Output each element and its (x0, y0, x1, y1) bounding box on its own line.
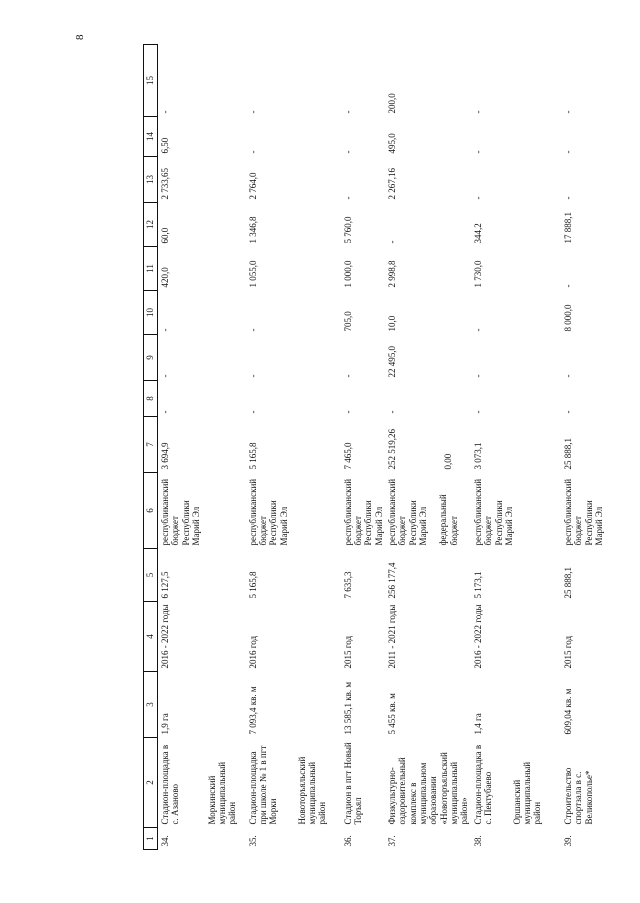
funding-source-cell: республиканский бюджет Республики Марий Эл (247, 478, 289, 546)
value-cell: - (562, 374, 573, 378)
column-number: 5 (144, 549, 158, 602)
row-number: 37. (386, 835, 397, 847)
table-row (246, 45, 341, 850)
value-cell: - (472, 410, 483, 414)
value-cell: 6,50 (160, 137, 170, 154)
total-cost-cell: 5 165,8 (247, 571, 258, 599)
value-cell: 17 888,1 (562, 212, 573, 244)
column-number: 2 (144, 738, 158, 828)
total-cost-cell: 5 173,1 (472, 571, 483, 599)
amount-cell (385, 417, 471, 473)
value-cell: - (247, 328, 258, 332)
page-number: 8 (74, 34, 86, 40)
column-number: 13 (144, 157, 158, 203)
column-number: 1 (144, 828, 158, 850)
value-cell: - (386, 240, 397, 244)
value-cell: - (342, 110, 353, 114)
object-cell (471, 738, 561, 828)
period-cell: 2015 год (562, 635, 573, 669)
value-cell: - (562, 196, 573, 200)
value-cell: - (562, 150, 573, 154)
funding-source-cell: республиканский бюджет Республики Марий Эл (472, 478, 514, 546)
object-name: Стадион-площадка в с. Азаново (160, 744, 181, 825)
value-cell: - (472, 110, 483, 114)
value-cell: - (160, 110, 170, 114)
value-cell: - (342, 374, 353, 378)
column-number: 6 (144, 473, 158, 549)
funding-source-federal: федеральный бюджет (438, 494, 459, 546)
value-cell: 5 760,0 (342, 216, 353, 244)
value-cell: 1 730,0 (472, 260, 483, 288)
funding-source-cell: республиканский бюджет Республики Марий Эл (562, 478, 604, 546)
total-cost-cell: 25 888,1 (562, 567, 573, 599)
total-cost-cell: 256 177,4 (386, 562, 397, 599)
column-number: 12 (144, 203, 158, 247)
value-cell: 2 733,65 (160, 168, 170, 200)
value-cell: - (342, 150, 353, 154)
amount-regional: 252 519,26 (386, 429, 397, 470)
amount-cell: 3 073,1 (472, 442, 483, 470)
capacity-cell: 1,4 га (472, 713, 483, 735)
capacity-cell: 13 585,1 кв. м (342, 681, 353, 735)
period-cell: 2011 - 2021 годы (386, 604, 397, 669)
value-cell: - (386, 410, 397, 414)
column-number: 15 (144, 45, 158, 117)
value-cell: 22 495,0 (386, 346, 397, 378)
program-objects-table (143, 44, 613, 850)
value-cell: - (247, 150, 258, 154)
column-number: 7 (144, 417, 158, 473)
object-name: Физкультурно-оздоровительный комплекс в муниципальном образовании «Новоторъяльский муниципальный район» (386, 752, 470, 825)
row-number: 34. (160, 835, 170, 847)
value-cell: - (247, 410, 258, 414)
value-cell: 2 998,8 (386, 260, 397, 288)
object-cell (561, 738, 613, 828)
value-cell: - (472, 196, 483, 200)
value-cell: 10,0 (386, 315, 397, 332)
column-number: 4 (144, 602, 158, 672)
table-row (561, 45, 613, 850)
value-cell: - (342, 196, 353, 200)
column-number: 3 (144, 672, 158, 738)
period-cell: 2016 - 2022 годы (160, 604, 170, 669)
object-cell (158, 738, 246, 828)
value-cell: 705,0 (342, 311, 353, 332)
table-row (158, 45, 246, 850)
value-cell: 1 346,8 (247, 216, 258, 244)
value-cell: - (160, 374, 170, 378)
column-number: 9 (144, 335, 158, 381)
total-cost-cell: 6 127,5 (160, 571, 170, 599)
amount-cell: 7 465,0 (342, 442, 353, 470)
row-number: 39. (562, 835, 573, 847)
column-number-row (144, 45, 158, 850)
object-cell (385, 738, 471, 828)
municipality-name: Оршанский муниципальный район (511, 761, 543, 825)
value-cell: - (562, 110, 573, 114)
object-cell (246, 738, 341, 828)
value-cell: 2 267,16 (386, 168, 397, 200)
amount-federal: 0,00 (443, 453, 454, 470)
value-cell: 60,0 (160, 227, 170, 244)
capacity-cell: 5 455 кв. м (386, 693, 397, 735)
value-cell: - (160, 328, 170, 332)
column-number: 10 (144, 291, 158, 335)
value-cell: - (472, 328, 483, 332)
funding-source-cell (385, 473, 471, 549)
column-number: 8 (144, 381, 158, 417)
capacity-cell: 7 093,4 кв. м (247, 686, 258, 735)
value-cell: 1 000,0 (342, 260, 353, 288)
column-number: 11 (144, 247, 158, 291)
object-name: Стадион-площадка при школе № 1 в пгт Морки (247, 745, 279, 825)
object-cell (341, 738, 385, 828)
funding-source-regional: республиканский бюджет Республики Марий Эл (386, 478, 428, 546)
object-name: Строительство спортзала в с. Великополье* (562, 767, 594, 825)
value-cell: - (472, 150, 483, 154)
value-cell: - (562, 284, 573, 288)
value-cell: 200,0 (386, 93, 397, 114)
rotated-table-container (143, 45, 631, 850)
capacity-cell: 609,04 кв. м (562, 688, 573, 735)
row-number: 36. (342, 835, 353, 847)
value-cell: 2 764,0 (247, 172, 258, 200)
value-cell: 495,0 (386, 133, 397, 154)
column-number: 14 (144, 117, 158, 157)
value-cell: - (247, 374, 258, 378)
value-cell: - (562, 410, 573, 414)
value-cell: 1 055,0 (247, 260, 258, 288)
value-cell: - (247, 110, 258, 114)
capacity-cell: 1,9 га (160, 713, 170, 735)
table-row (385, 45, 471, 850)
amount-cell: 3 694,9 (160, 442, 170, 470)
row-number: 35. (247, 835, 258, 847)
object-name: Стадион в пгт Новый Торъял (342, 742, 363, 825)
table-row (471, 45, 561, 850)
value-cell: - (160, 410, 170, 414)
value-cell: - (342, 410, 353, 414)
value-cell: 420,0 (160, 267, 170, 288)
row-number: 38. (472, 835, 483, 847)
funding-source-cell: республиканский бюджет Республики Марий Эл (160, 478, 202, 546)
value-cell: 8 000,0 (562, 304, 573, 332)
funding-source-cell: республиканский бюджет Республики Марий Эл (342, 478, 384, 546)
period-cell: 2016 год (247, 635, 258, 669)
total-cost-cell: 7 635,3 (342, 571, 353, 599)
table-row (341, 45, 385, 850)
period-cell: 2015 год (342, 635, 353, 669)
municipality-name: Новоторъяльский муниципальный район (296, 756, 328, 825)
period-cell: 2016 - 2022 годы (472, 604, 483, 669)
object-name: Стадион-площадка в с. Пектубаево (472, 744, 494, 825)
amount-cell: 5 165,8 (247, 442, 258, 470)
value-cell: - (472, 374, 483, 378)
amount-cell: 25 888,1 (562, 438, 573, 470)
value-cell: 344,2 (472, 223, 483, 244)
municipality-name: Моркинский муниципальный район (206, 761, 238, 825)
